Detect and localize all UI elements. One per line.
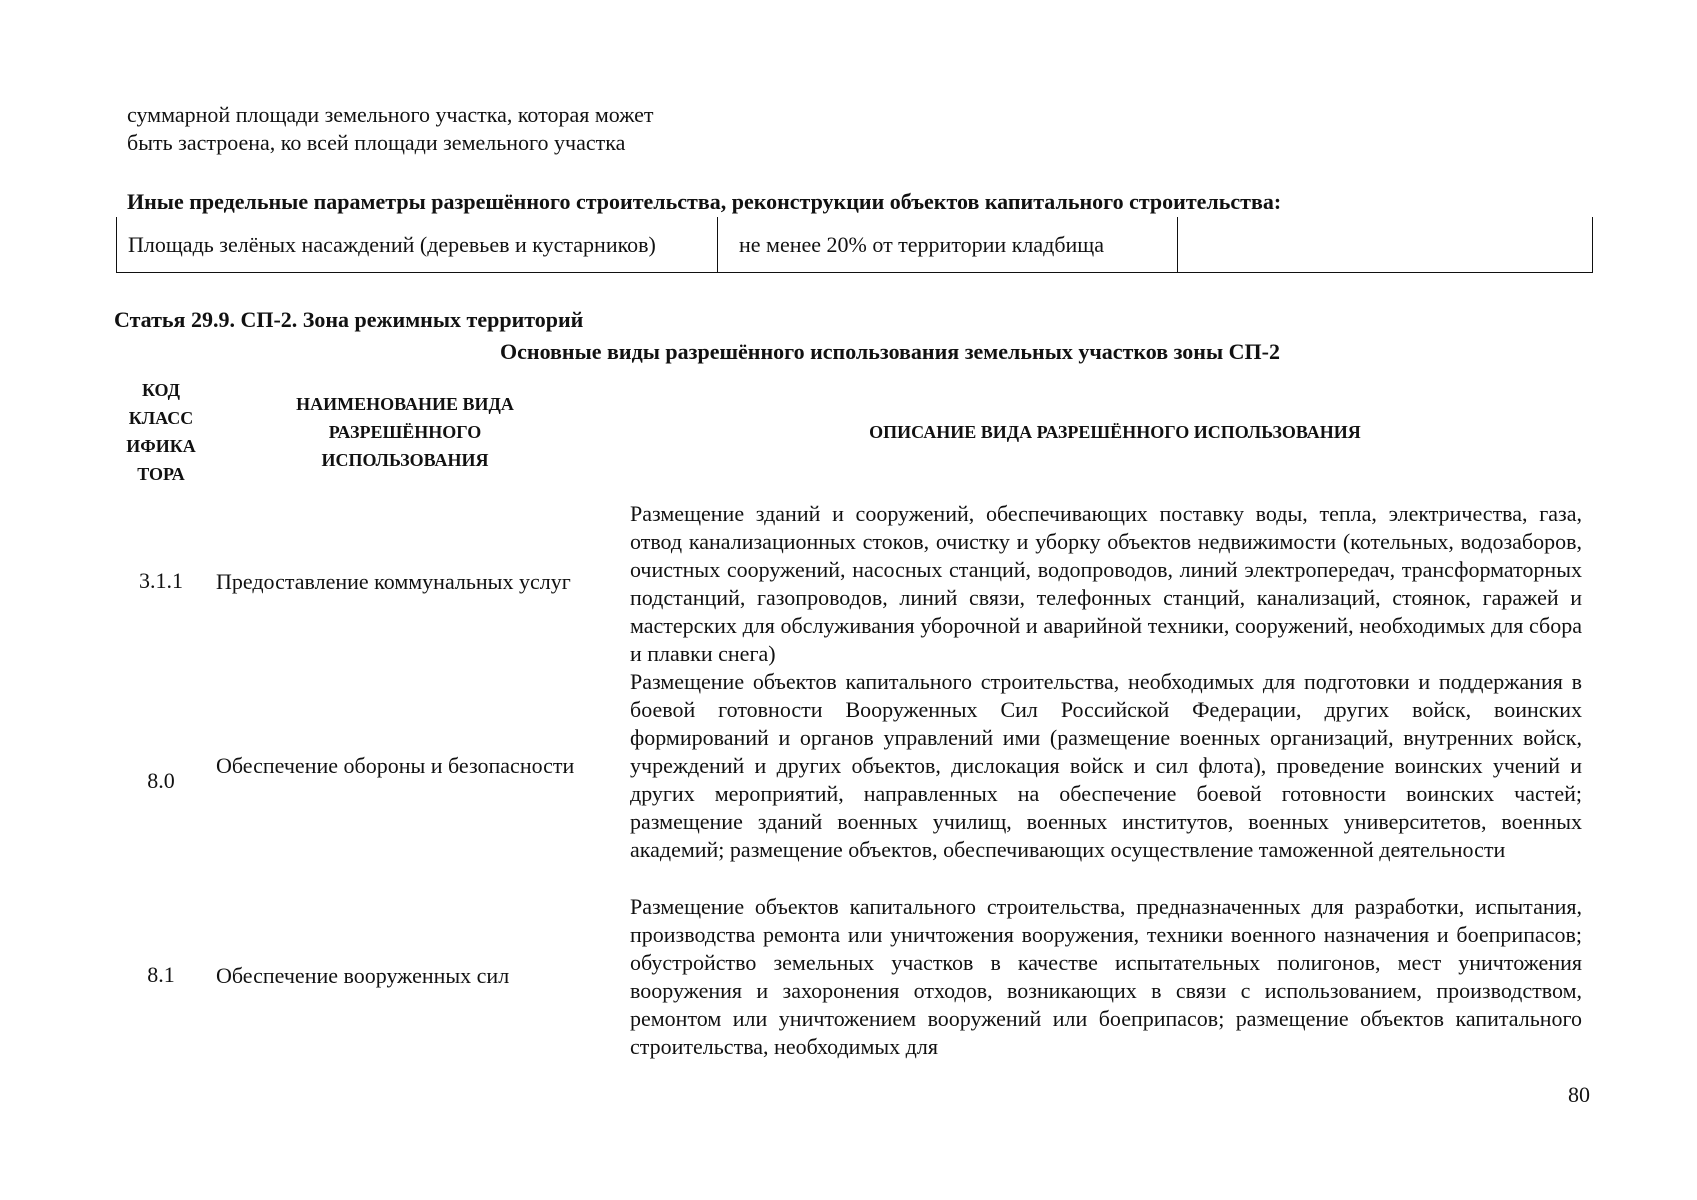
header-description: ОПИСАНИЕ ВИДА РАЗРЕШЁННОГО ИСПОЛЬЗОВАНИЯ	[869, 422, 1361, 442]
param-cell: Площадь зелёных насаждений (деревьев и кустарников)	[117, 217, 718, 273]
green-areas-table	[116, 217, 1593, 273]
row-description: Размещение зданий и сооружений, обеспечивающих поставку воды, тепла, электричества, газа, отвод канализационных стоков, очистку и уборку объектов недвижимости (котельных, водозаборов, очистных сооружений, насосных станций, водопроводов, линий электропередач, трансформаторных подстанций, газопроводов, линий связи, телефонных станций, канализаций, стоянок, гаражей и мастерских для обслуживания уборочной и аварийной техники, сооружений, необходимых для сбора и плавки снега)	[630, 501, 1582, 666]
page-number: 80	[1568, 1082, 1590, 1107]
row-name: Предоставление коммунальных услуг	[216, 569, 571, 594]
row-name: Обеспечение обороны и безопасности	[216, 753, 575, 778]
value-cell: не менее 20% от территории кладбища	[718, 217, 1178, 273]
row-description: Размещение объектов капитального строительства, предназначенных для разработки, испытания, производства ремонта или уничтожения вооружения, техники военного назначения и боеприпасов; обустройство земельных участков в качестве испытательных полигонов, мест уничтожения вооружения и захоронения отходов, возникающих в связи с использованием, производством, ремонтом или уничтожением вооружений или боеприпасов; размещение объектов капитального строительства, необходимых для	[630, 894, 1582, 1059]
previous-section-text: суммарной площади земельного участка, которая может быть застроена, ко всей площади земельного участка	[127, 102, 654, 155]
header-name: НАИМЕНОВАНИЕ ВИДА РАЗРЕШЁННОГО ИСПОЛЬЗОВАНИЯ	[296, 394, 514, 470]
note-cell	[1178, 217, 1593, 273]
article-title: Статья 29.9. СП-2. Зона режимных территорий	[114, 307, 584, 332]
row-description: Размещение объектов капитального строительства, необходимых для подготовки и поддержания в боевой готовности Вооруженных Сил Российской Федерации, других войск, воинских формирований и органов управлений ими (размещение военных организаций, внутренних войск, учреждений и других объектов, дислокация войск и сил флота), проведение воинских учений и других мероприятий, направленных на обеспечение боевой готовности воинских частей; размещение зданий военных училищ, военных институтов, военных университетов, военных академий; размещение объектов, обеспечивающих осуществление таможенной деятельности	[630, 669, 1582, 862]
row-code: 8.0	[147, 768, 175, 793]
row-code: 8.1	[147, 962, 175, 987]
row-name: Обеспечение вооруженных сил	[216, 963, 510, 988]
row-code: 3.1.1	[139, 568, 183, 593]
table-row	[117, 217, 1593, 273]
table-caption: Основные виды разрешённого использования земельных участков зоны СП-2	[500, 339, 1280, 364]
other-params-heading: Иные предельные параметры разрешённого строительства, реконструкции объектов капитального строительства:	[127, 189, 1282, 214]
header-code: КОД КЛАСС ИФИКА ТОРА	[126, 380, 196, 484]
